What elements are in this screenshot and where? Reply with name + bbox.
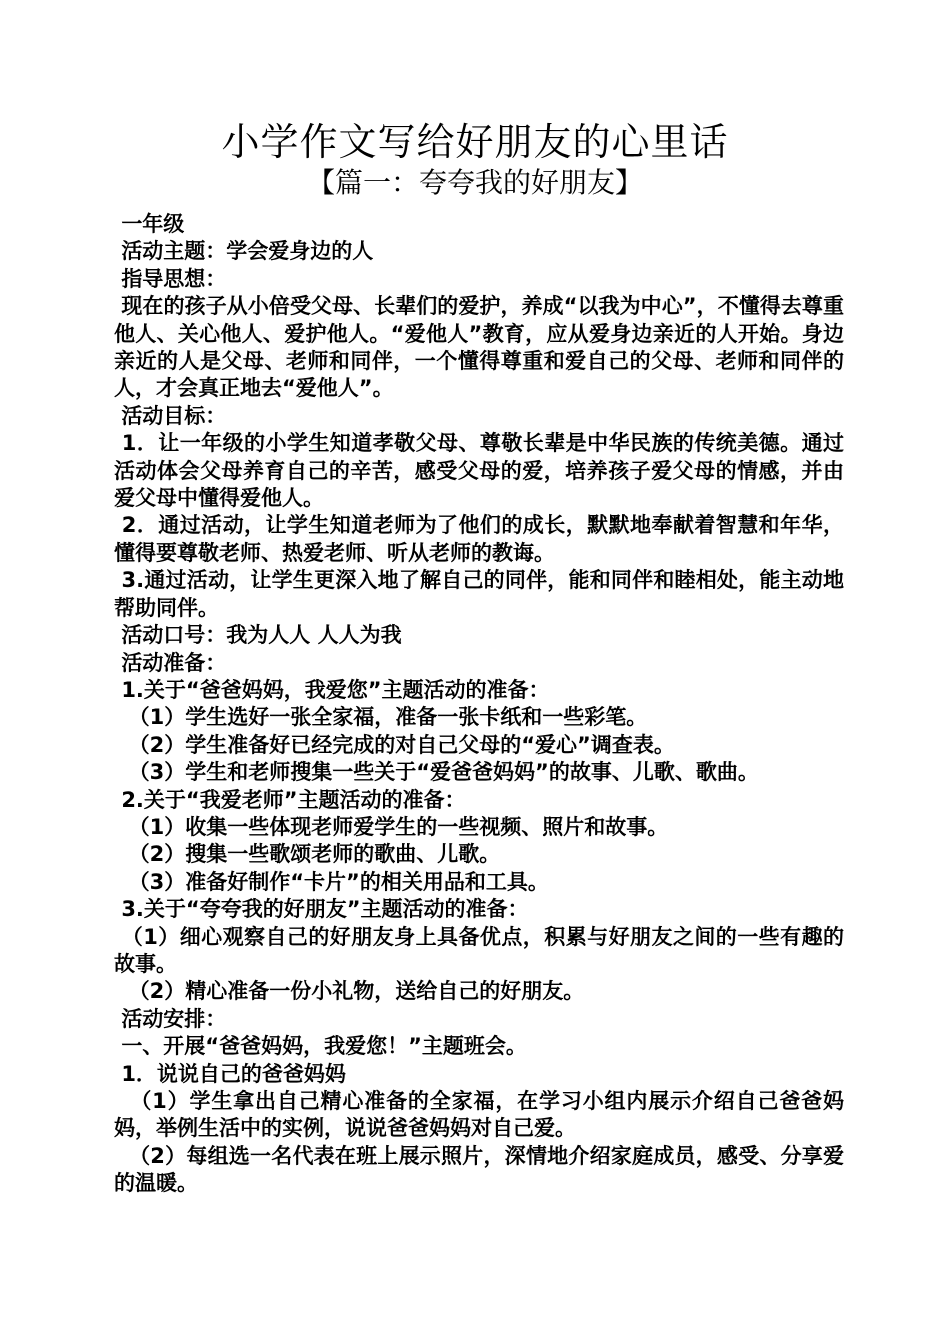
paragraph: （2）精心准备一份小礼物，送给自己的好朋友。 (114, 979, 585, 1004)
paragraph: （1）学生选好一张全家福，准备一张卡纸和一些彩笔。 (114, 705, 648, 730)
paragraph: 一、开展“爸爸妈妈，我爱您！”主题班会。 (114, 1034, 527, 1059)
document-title: 小学作文写给好朋友的心里话 (221, 120, 729, 164)
document-body (114, 211, 844, 1198)
paragraph: 活动口号：我为人人 人人为我 (114, 623, 402, 648)
paragraph: （3）准备好制作“卡片”的相关用品和工具。 (114, 869, 549, 894)
paragraph: （1）学生拿出自己精心准备的全家福，在学习小组内展示介绍自己爸爸妈妈，举例生活中的实例，说说爸爸妈妈对自己爱。 (114, 1089, 845, 1141)
paragraph: 3.通过活动，让学生更深入地了解自己的同伴，能和同伴和睦相处，能主动地帮助同伴。 (114, 568, 845, 620)
paragraph: 活动安排： (114, 1006, 227, 1031)
paragraph: 活动主题：学会爱身边的人 (114, 239, 374, 264)
paragraph: 2．通过活动，让学生知道老师为了他们的成长，默默地奉献着智慧和年华，懂得要尊敬老师、热爱老师、听从老师的教诲。 (114, 513, 845, 565)
paragraph: （2）每组选一名代表在班上展示照片，深情地介绍家庭成员，感受、分享爱的温暖。 (114, 1143, 845, 1196)
paragraph: 指导思想： (114, 266, 227, 291)
paragraph: 2.关于“我爱老师”主题活动的准备： (114, 787, 466, 812)
paragraph: 3.关于“夸夸我的好朋友”主题活动的准备： (114, 897, 529, 922)
paragraph: 1．说说自己的爸爸妈妈 (114, 1061, 346, 1086)
paragraph: （2）搜集一些歌颂老师的歌曲、儿歌。 (114, 842, 501, 867)
paragraph: （1）细心观察自己的好朋友身上具备优点，积累与好朋友之间的一些有趣的故事。 (114, 924, 845, 976)
paragraph: （1）收集一些体现老师爱学生的一些视频、照片和故事。 (114, 814, 669, 839)
paragraph: （2）学生准备好已经完成的对自己父母的“爱心”调查表。 (114, 732, 675, 757)
document-subtitle: 【篇一：夸夸我的好朋友】 (306, 166, 643, 199)
paragraph: 现在的孩子从小倍受父母、长辈们的爱护，养成“以我为中心”，不懂得去尊重他人、关心他人、爱护他人。“爱他人”教育，应从爱身边亲近的人开始。身边亲近的人是父母、老师和同伴，一个懂得尊重和爱自己的父母、老师和同伴的人，才会真正地去“爱他人”。 (114, 294, 844, 401)
paragraph: 活动目标： (114, 403, 227, 428)
paragraph: （3）学生和老师搜集一些关于“爱爸爸妈妈”的故事、儿歌、歌曲。 (114, 760, 759, 785)
paragraph: 一年级 (114, 212, 185, 236)
paragraph: 1.关于“爸爸妈妈，我爱您”主题活动的准备： (114, 677, 550, 702)
paragraph: 1．让一年级的小学生知道孝敬父母、尊敬长辈是中华民族的传统美德。通过活动体会父母养育自己的辛苦，感受父母的爱，培养孩子爱父母的情感，并由爱父母中懂得爱他人。 (114, 431, 845, 511)
paragraph: 活动准备： (114, 650, 227, 675)
